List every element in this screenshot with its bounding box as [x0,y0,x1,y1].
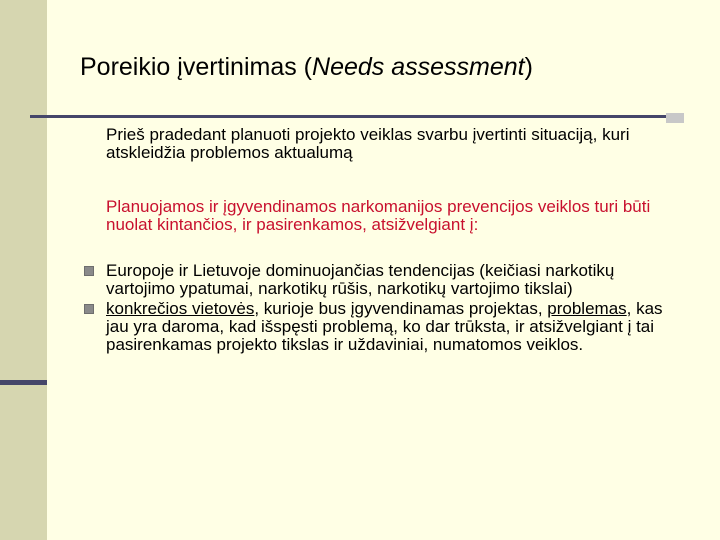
slide-title [80,52,680,82]
bullet-item [84,262,684,298]
side-bar-accent [0,380,47,385]
title-close: ) [524,53,533,81]
square-bullet-icon [84,304,94,314]
title-rule [30,115,666,118]
underlined-text: problemas [547,299,627,318]
intro-paragraph: Prieš pradedant planuoti projekto veiklas svarbu įvertinti situaciją, kuri atskleidžia problemos aktualumą [106,125,630,162]
bullet-list [84,262,684,354]
title-italic: Needs assessment [312,53,525,81]
side-bar [0,0,47,540]
bullet-text: , kas jau yra daroma, kad išspęsti problemą, ko dar trūksta, ir atsižvelgiant į tai pasirenkamas projekto tikslas ir uždaviniai, numatomos veiklos. [106,299,663,354]
red-paragraph: Planuojamos ir įgyvendinamos narkomanijos prevencijos veiklos turi būti nuolat kintančios, ir pasirenkamos, atsižvelgiant į: [106,197,651,234]
underlined-text: konkrečios vietovės [106,299,255,318]
bullet-item [84,300,684,354]
title-main: Poreikio įvertinimas ( [80,53,313,81]
title-rule-accent [666,113,684,123]
square-bullet-icon [84,266,94,276]
bullet-text: Europoje ir Lietuvoje dominuojančias tendencijas (keičiasi narkotikų vartojimo ypatumai, narkotikų rūšis, narkotikų vartojimo tikslai) [106,261,615,298]
bullet-text: , kurioje bus įgyvendinamas projektas, [254,299,548,318]
